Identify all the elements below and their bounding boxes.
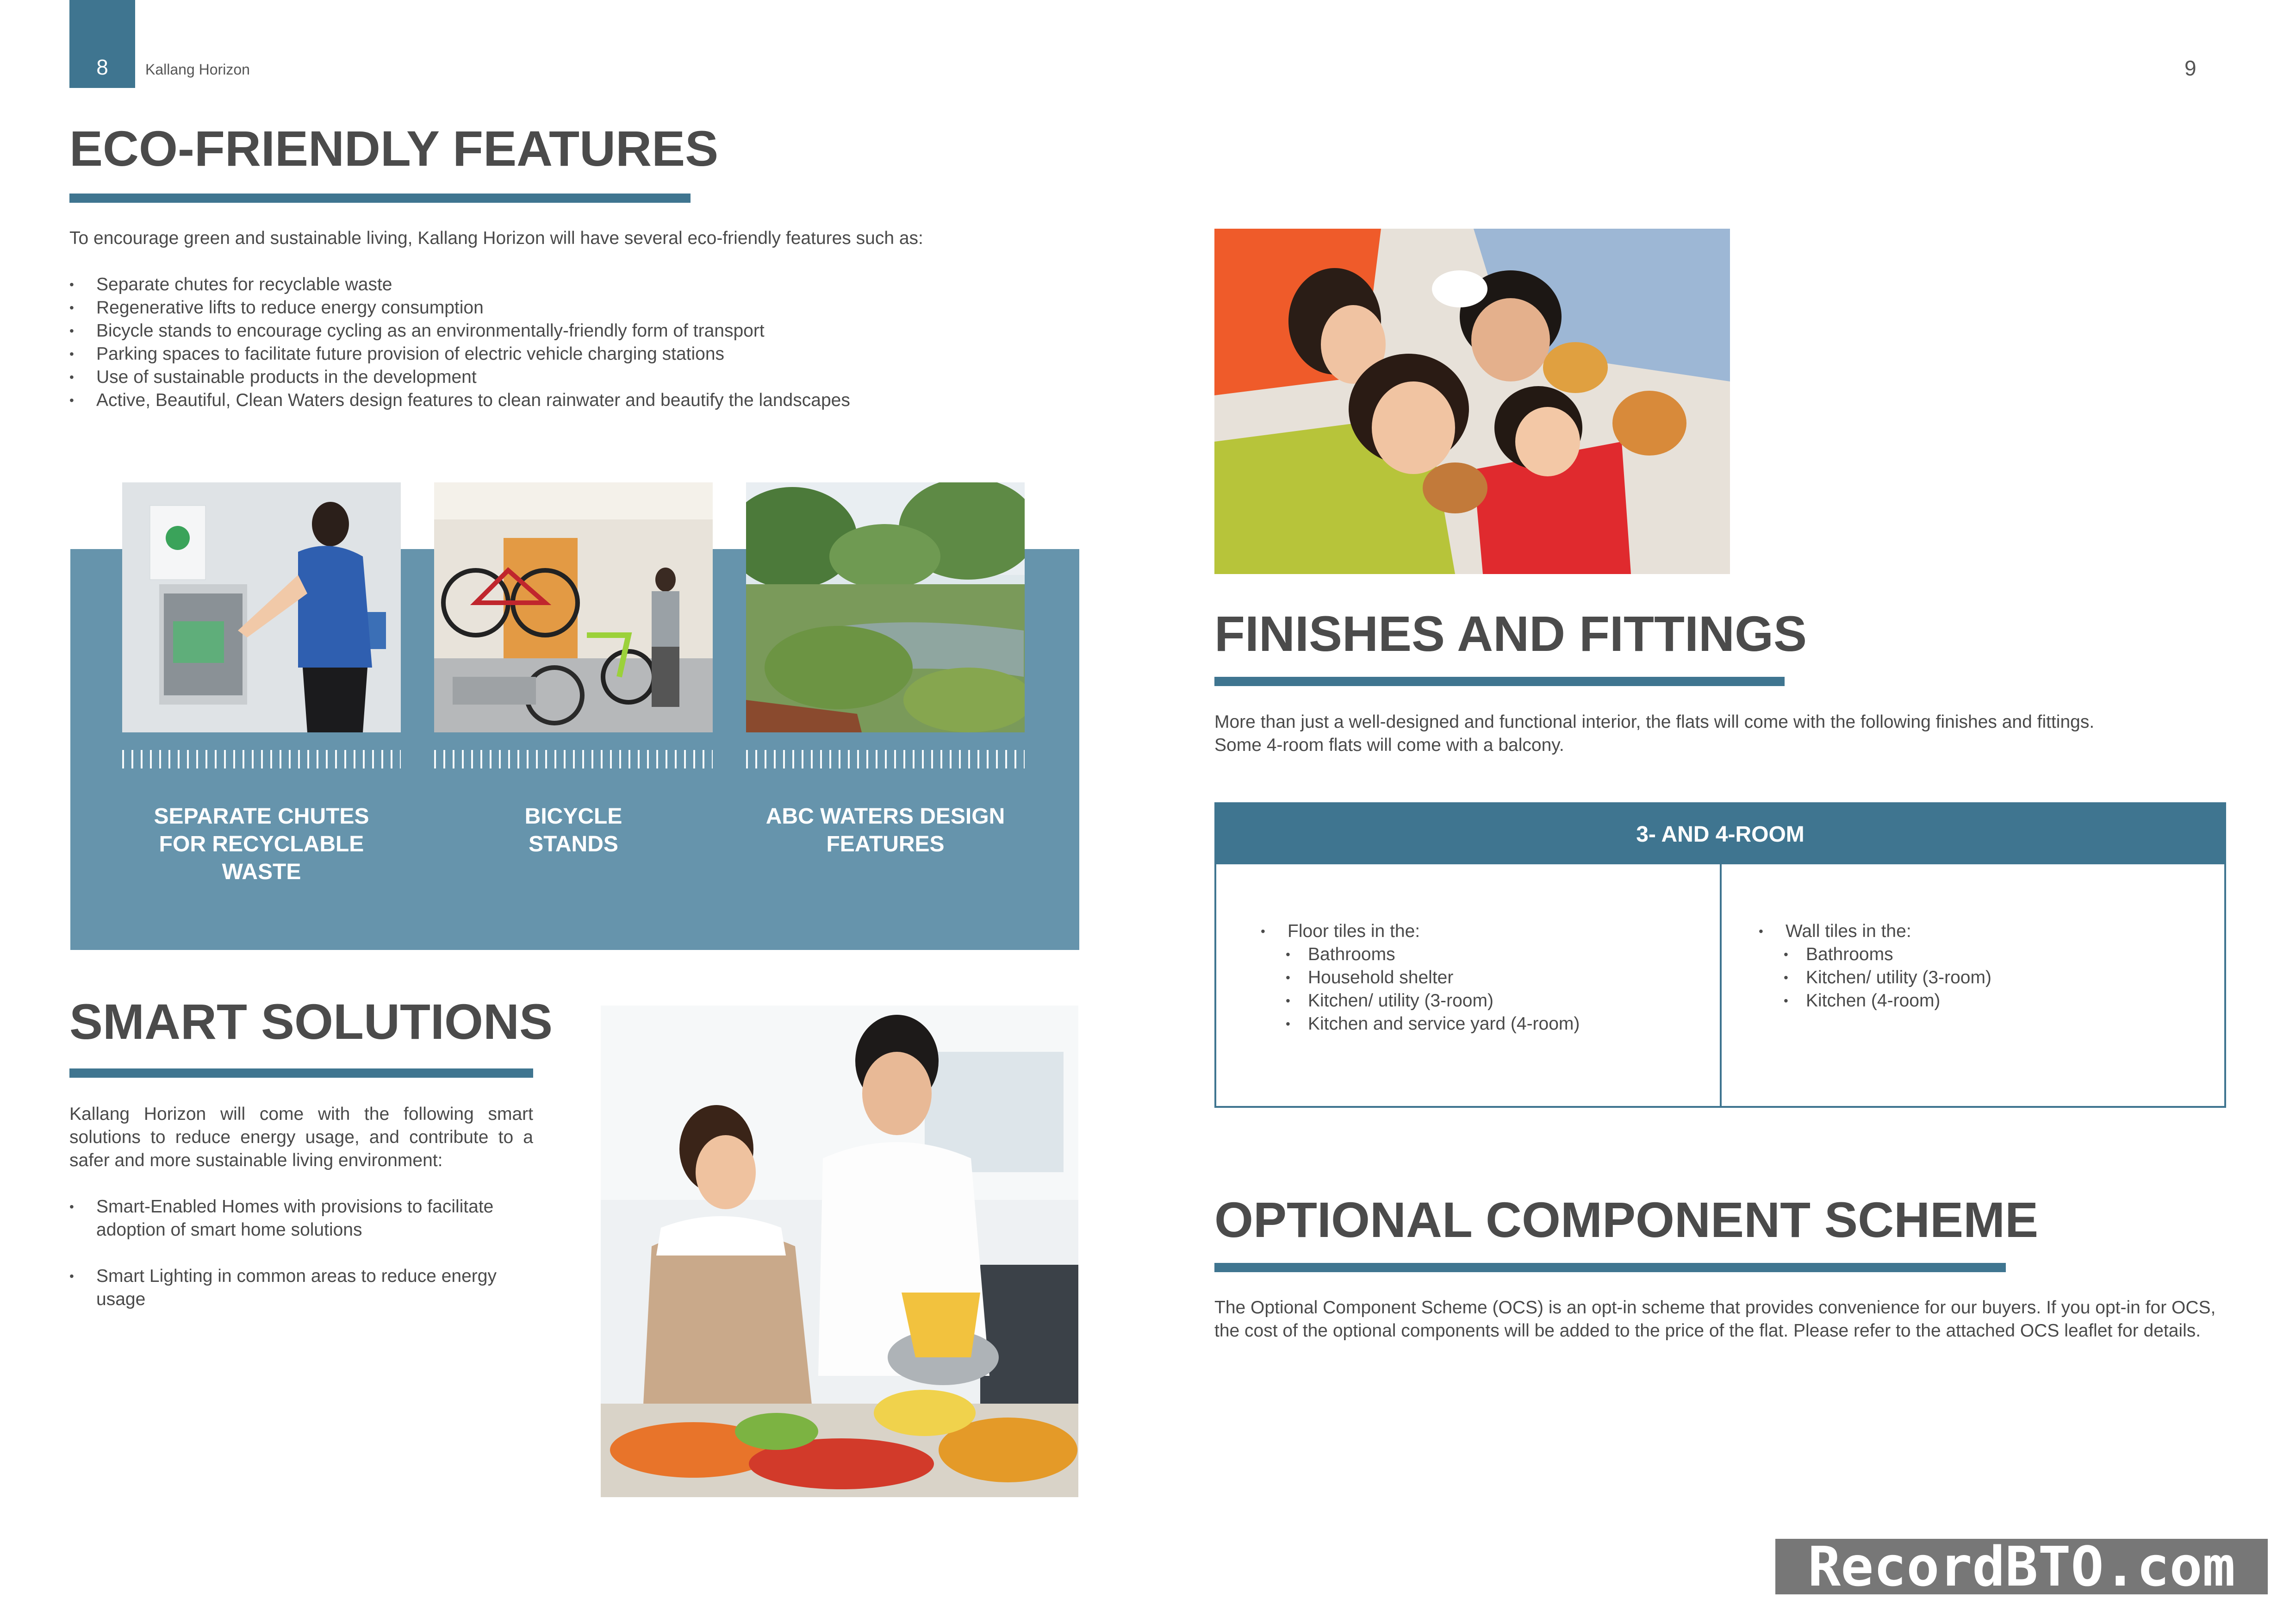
finishes-table [1214, 802, 2226, 1108]
list-item: • Floor tiles in the: • Bathrooms • Household shelter • Kitchen/ utility (3-room) • Kitchen and service yard (4-room) [1261, 920, 1714, 1036]
finishes-intro-line1: More than just a well-designed and functional interior, the flats will come with the following finishes and fittings. [1214, 712, 2095, 732]
list-item: • Kitchen/ utility (3-room) [1286, 989, 1714, 1012]
list-item: • Smart-Enabled Homes with provisions to facilitate adoption of smart home solutions [69, 1195, 533, 1242]
wall-tiles-list [1759, 920, 2212, 1012]
list-item: • Household shelter [1286, 966, 1714, 989]
table-divider [1720, 864, 1722, 1106]
smart-solutions-list [69, 1195, 533, 1311]
left-page-number: 8 [96, 55, 108, 79]
family-photo [1214, 229, 1730, 574]
floor-tiles-list [1261, 920, 1714, 1036]
list-item: • Smart Lighting in common areas to reduce energy usage [69, 1265, 533, 1311]
finishes-intro-line2: Some 4-room flats will come with a balcony. [1214, 735, 1564, 755]
list-item: • Kitchen/ utility (3-room) [1784, 966, 2212, 989]
ocs-heading-rule [1214, 1263, 2006, 1272]
divider-ticks [434, 750, 713, 768]
ocs-heading: OPTIONAL COMPONENT SCHEME [1214, 1192, 2039, 1248]
finishes-intro [1214, 711, 2233, 757]
finishes-fittings-heading: FINISHES AND FITTINGS [1214, 606, 1807, 662]
smart-solutions-heading: SMART SOLUTIONS [69, 993, 553, 1049]
couple-cooking-photo [601, 1006, 1078, 1497]
smart-heading-rule [69, 1068, 533, 1078]
eco-heading-rule [69, 194, 691, 203]
list-item: • Bathrooms [1784, 943, 2212, 966]
list-item: • Regenerative lifts to reduce energy consumption [69, 296, 1134, 319]
list-item: • Separate chutes for recyclable waste [69, 273, 1134, 296]
eco-feature-list [69, 273, 1134, 412]
smart-intro: Kallang Horizon will come with the following smart solutions to reduce energy usage, and contribute to a safer and more sustainable living environment: [69, 1104, 533, 1170]
recycling-chute-photo [122, 482, 401, 732]
document-title: Kallang Horizon [145, 61, 250, 78]
divider-ticks [746, 750, 1025, 768]
page-number-tab [69, 0, 135, 88]
list-item: • Kitchen (4-room) [1784, 989, 2212, 1012]
right-page-number: 9 [2184, 56, 2196, 80]
list-item: • Parking spaces to facilitate future provision of electric vehicle charging stations [69, 343, 1134, 366]
list-item: • Use of sustainable products in the development [69, 366, 1134, 389]
finishes-heading-rule [1214, 677, 1785, 686]
ocs-description: The Optional Component Scheme (OCS) is an opt-in scheme that provides convenience for our buyers. If you opt-in for OCS, the cost of the optional components will be added to the price of the flat. Please refer to the attached OCS leaflet for details. [1214, 1298, 2216, 1341]
eco-features-heading: ECO-FRIENDLY FEATURES [69, 120, 719, 176]
abc-waters-photo [746, 482, 1025, 732]
divider-ticks [122, 750, 401, 768]
list-item: • Kitchen and service yard (4-room) [1286, 1012, 1714, 1036]
list-item: • Bicycle stands to encourage cycling as an environmentally-friendly form of transport [69, 319, 1134, 343]
card-caption-recycling: SEPARATE CHUTES FOR RECYCLABLE WASTE [154, 804, 369, 884]
table-header: 3- AND 4-ROOM [1216, 804, 2224, 864]
list-item: • Wall tiles in the: • Bathrooms • Kitchen/ utility (3-room) • Kitchen (4-room) [1759, 920, 2212, 1012]
watermark: RecordBTO.com [1775, 1539, 2268, 1594]
card-caption-abc-waters: ABC WATERS DESIGN FEATURES [765, 804, 1005, 856]
bicycle-stands-photo [434, 482, 713, 732]
list-item: • Active, Beautiful, Clean Waters design features to clean rainwater and beautify the landscapes [69, 389, 1134, 412]
list-item: • Bathrooms [1286, 943, 1714, 966]
card-caption-bicycle: BICYCLE STANDS [524, 804, 622, 856]
eco-intro: To encourage green and sustainable living, Kallang Horizon will have several eco-friendly features such as: [69, 228, 923, 248]
